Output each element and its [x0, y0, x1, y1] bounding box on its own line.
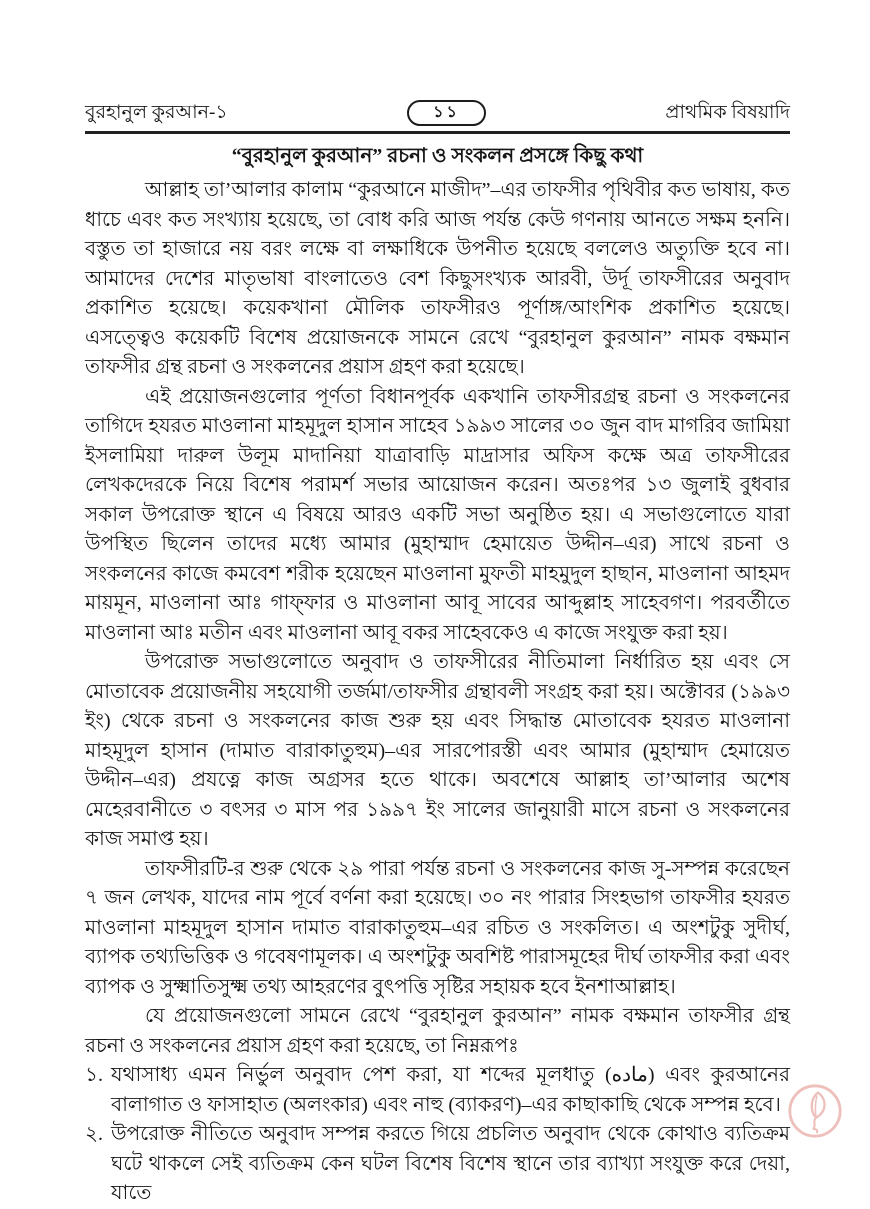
paragraph-4: তাফসীরটি-র শুরু থেকে ২৯ পারা পর্যন্ত রচনা ও সংকলনের কাজ সু-সম্পন্ন করেছেন ৭ জন লেখক, যাদের নাম পূর্বে বর্ণনা করা হয়েছে। ৩০ নং পারার সিংহভাগ তাফসীর হযরত মাওলানা মাহমূদুল হাসান দামাত বারাকাতুহুম–এর রচিত ও সংকলিত। এ অংশটুকু সুদীর্ঘ, ব্যাপক তথ্যভিত্তিক ও গবেষণামূলক। এ অংশটুকু অবশিষ্ট পারাসমূহের দীর্ঘ তাফসীর করা এবং ব্যাপক ও সুক্ষ্মাতিসুক্ষ্ম তথ্য আহরণের বুৎপত্তি সৃষ্টির সহায়ক হবে ইনশাআল্লাহ। [85, 857, 790, 998]
header-book-title: বুরহানুল কুরআন-১ [85, 102, 228, 123]
paragraph-1: আল্লাহ তা’আলার কালাম “কুরআনে মাজীদ”–এর তাফসীর পৃথিবীর কত ভাষায়, কত ধাচে এবং কত সংখ্যায় হয়েছে, তা বোধ করি আজ পর্যন্ত কেউ গণনায় আনতে সক্ষম হননি। বস্তুত তা হাজারে নয় বরং লক্ষে বা লক্ষাধিকে উপনীত হয়েছে বললেও অত্যুক্তি হবে না। আমাদের দেশের মাতৃভাষা বাংলাতেও বেশ কিছুসংখ্যক আরবী, উর্দূ তাফসীরের অনুবাদ প্রকাশিত হয়েছে। কয়েকখানা মৌলিক তাফসীরও পূর্ণাঙ্গ/আংশিক প্রকাশিত হয়েছে। এসত্ত্বেও কয়েকটি বিশেষ প্রয়োজনকে সামনে রেখে “বুরহানুল কুরআন” নামক বক্ষমান তাফসীর গ্রন্থ রচনা ও সংকলনের প্রয়াস গ্রহণ করা হয়েছে। [85, 179, 790, 378]
list-item-number: ১. [85, 1064, 103, 1086]
list-item [85, 1120, 790, 1209]
list-item-number: ২. [85, 1123, 104, 1145]
list-item-text: যথাসাধ্য এমন নির্ভুল অনুবাদ পেশ করা, যা শব্দের মূলধাতু (ماده) এবং কুরআনের বালাগাত ও ফাসাহাত (অলংকার) এবং নাহু (ব্যাকরণ)–এর কাছাকাছি থেকে সম্পন্ন হবে। [111, 1064, 790, 1116]
publisher-watermark [786, 1082, 844, 1140]
article-title: “বুরহানুল কুরআন” রচনা ও সংকলন প্রসঙ্গে কিছু কথা [231, 145, 644, 167]
article-body [85, 176, 790, 1061]
paragraph-3: উপরোক্ত সভাগুলোতে অনুবাদ ও তাফসীরের নীতিমালা নির্ধারিত হয় এবং সে মোতাবেক প্রয়োজনীয় সহযোগী তর্জমা/তাফসীর গ্রন্থাবলী সংগ্রহ করা হয়। অক্টোবর (১৯৯৩ ইং) থেকে রচনা ও সংকলনের কাজ শুরু হয় এবং সিদ্ধান্ত মোতাবেক হযরত মাওলানা মাহমূদুল হাসান (দামাত বারাকাতুহুম)–এর সারপোরস্তী এবং আমার (মুহাম্মাদ হেমায়েত উদ্দীন–এর) প্রযত্নে কাজ অগ্রসর হতে থাকে। অবশেষে আল্লাহ তা’আলার অশেষ মেহেরবানীতে ৩ বৎসর ৩ মাস পর ১৯৯৭ ইং সালের জানুয়ারী মাসে রচনা ও সংকলনের কাজ সমাপ্ত হয়। [85, 651, 790, 850]
page-number-badge: ১১ [407, 100, 486, 126]
header-divider [85, 131, 790, 134]
numbered-list [85, 1061, 790, 1209]
paragraph-2: এই প্রয়োজনগুলোর পূর্ণতা বিধানপূর্বক একখানি তাফসীরগ্রন্থ রচনা ও সংকলনের তাগিদে হযরত মাওলানা মাহমূদুল হাসান সাহেব ১৯৯৩ সালের ৩০ জুন বাদ মাগরিব জামিয়া ইসলামিয়া দারুল উলূম মাদানিয়া যাত্রাবাড়ি মাদ্রাসার অফিস কক্ষে অত্র তাফসীরের লেখকদেরকে নিয়ে বিশেষ পরামর্শ সভার আয়োজন করেন। অতঃপর ১৩ জুলাই বুধবার সকাল উপরোক্ত স্থানে এ বিষয়ে আরও একটি সভা অনুষ্ঠিত হয়। এ সভাগুলোতে যারা উপস্থিত ছিলেন তাদের মধ্যে আমার (মুহাম্মাদ হেমায়েত উদ্দীন–এর) সাথে রচনা ও সংকলনের কাজে কমবেশ শরীক হয়েছেন মাওলানা মুফতী মাহমুদুল হাছান, মাওলানা আহমদ মায়মূন, মাওলানা আঃ গাফ্ফার ও মাওলানা আবূ সাবের আব্দুল্লাহ সাহেবগণ। পরবর্তীতে মাওলানা আঃ মতীন এবং মাওলানা আবূ বকর সাহেবকেও এ কাজে সংযুক্ত করা হয়। [85, 385, 790, 644]
paragraph-5: যে প্রয়োজনগুলো সামনে রেখে “বুরহানুল কুরআন” নামক বক্ষমান তাফসীর গ্রন্থ রচনা ও সংকলনের প্রয়াস গ্রহণ করা হয়েছে, তা নিম্নরূপঃ [85, 1005, 790, 1057]
list-item [85, 1061, 790, 1120]
running-header [85, 100, 790, 126]
list-item-text: উপরোক্ত নীতিতে অনুবাদ সম্পন্ন করতে গিয়ে প্রচলিত অনুবাদ থেকে কোথাও ব্যতিক্রম ঘটে থাকলে সেই ব্যতিক্রম কেন ঘটল বিশেষ বিশেষ স্থানে তার ব্যাখ্যা সংযুক্ত করে দেয়া, যাতে [111, 1123, 790, 1204]
quill-logo-icon [786, 1082, 844, 1140]
header-section-title: প্রাথমিক বিষয়াদি [665, 102, 790, 123]
